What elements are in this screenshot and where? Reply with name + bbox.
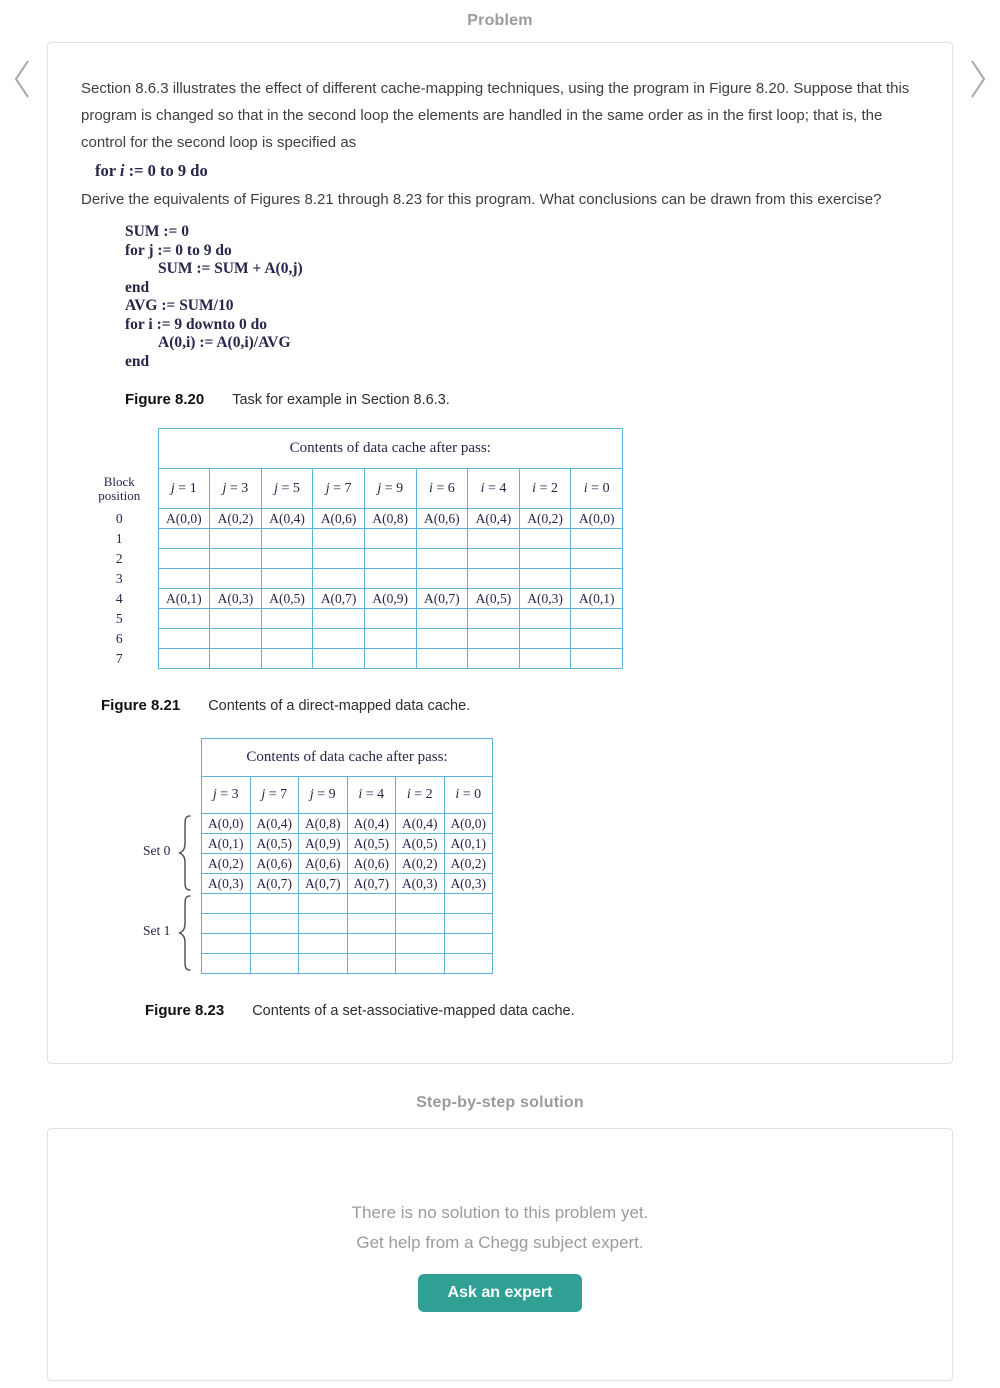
- table-cell: [347, 934, 396, 954]
- table-cell: A(0,3): [396, 874, 445, 894]
- table-cell: A(0,7): [347, 874, 396, 894]
- table-cell: A(0,5): [396, 834, 445, 854]
- table-cell: [519, 569, 571, 589]
- block-position-label: 1: [115, 530, 123, 546]
- solution-card: [47, 1128, 953, 1381]
- row-header-label: Block position: [98, 473, 141, 503]
- table-cell: [468, 569, 520, 589]
- block-position-label: 0: [115, 510, 123, 526]
- table-cell: [444, 934, 493, 954]
- table-cell: A(0,6): [347, 854, 396, 874]
- table-cell: A(0,7): [250, 874, 299, 894]
- table-cell: [210, 649, 262, 669]
- ask-expert-button[interactable]: Ask an expert: [418, 1274, 583, 1312]
- table-cell: [261, 549, 313, 569]
- table-cell: [250, 894, 299, 914]
- table-cell: [313, 649, 365, 669]
- table-cell: A(0,0): [571, 509, 623, 529]
- solution-heading: Step-by-step solution: [416, 1094, 584, 1111]
- table-cell: A(0,7): [313, 589, 365, 609]
- figure-821-caption: [101, 697, 919, 714]
- table-cell: [416, 549, 468, 569]
- table-cell: [250, 954, 299, 974]
- table-cell: A(0,6): [250, 854, 299, 874]
- no-solution-text: There is no solution to this problem yet.: [351, 1202, 649, 1222]
- table-cell: [313, 569, 365, 589]
- loop-pre: for: [95, 161, 120, 180]
- set-1-label: Set 1: [143, 923, 171, 938]
- table-cell: [468, 629, 520, 649]
- table-cell: [468, 609, 520, 629]
- table-cell: A(0,3): [202, 874, 251, 894]
- table-cell: [261, 649, 313, 669]
- table-cell: [364, 629, 416, 649]
- table-cell: A(0,0): [158, 509, 210, 529]
- table-cell: A(0,3): [444, 874, 493, 894]
- table-cell: [364, 609, 416, 629]
- table-cell: A(0,8): [364, 509, 416, 529]
- table-cell: [519, 649, 571, 669]
- table-cell: [210, 629, 262, 649]
- column-header: j = 5: [261, 469, 313, 509]
- code-line: SUM := SUM + A(0,j): [158, 260, 303, 277]
- table-cell: [210, 529, 262, 549]
- table-cell: [158, 529, 210, 549]
- table-cell: [347, 914, 396, 934]
- chevron-left-icon: [9, 56, 35, 102]
- table-cell: [202, 934, 251, 954]
- table-cell: A(0,9): [299, 834, 348, 854]
- table-cell: [519, 549, 571, 569]
- table-cell: [396, 894, 445, 914]
- table-cell: [416, 529, 468, 549]
- column-header: i = 0: [444, 777, 493, 814]
- table-cell: A(0,2): [519, 509, 571, 529]
- table-cell: [158, 649, 210, 669]
- table-cell: [347, 894, 396, 914]
- column-header: i = 2: [519, 469, 571, 509]
- loop-variable: i: [119, 161, 125, 180]
- corner-spacer: [81, 429, 158, 469]
- table-cell: [468, 549, 520, 569]
- column-header: i = 4: [468, 469, 520, 509]
- chevron-right-icon: [965, 56, 991, 102]
- column-header: j = 9: [364, 469, 416, 509]
- code-line: end: [125, 352, 150, 370]
- set-0-label: Set 0: [143, 843, 171, 858]
- table-cell: [158, 609, 210, 629]
- column-header: i = 4: [347, 777, 396, 814]
- table-cell: [250, 914, 299, 934]
- block-position-label: 5: [115, 610, 123, 626]
- table-cell: [416, 609, 468, 629]
- column-header: j = 3: [210, 469, 262, 509]
- program-code: [125, 223, 919, 371]
- table-cell: [571, 549, 623, 569]
- next-problem-button[interactable]: [965, 56, 991, 102]
- code-line: SUM := 0: [125, 223, 189, 240]
- table-cell: A(0,1): [158, 589, 210, 609]
- table-cell: [416, 649, 468, 669]
- table-cell: [313, 529, 365, 549]
- table-cell: [347, 954, 396, 974]
- table-cell: [210, 569, 262, 589]
- table-cell: [416, 629, 468, 649]
- block-position-label: 7: [115, 650, 123, 666]
- table-cell: [299, 954, 348, 974]
- table-cell: [313, 629, 365, 649]
- table-cell: [202, 894, 251, 914]
- figure-821-table: [81, 428, 623, 669]
- table-cell: [444, 914, 493, 934]
- table-cell: A(0,6): [299, 854, 348, 874]
- table-cell: A(0,2): [396, 854, 445, 874]
- table-cell: A(0,3): [519, 589, 571, 609]
- table-title: Contents of data cache after pass:: [158, 429, 623, 469]
- column-header: j = 3: [202, 777, 251, 814]
- table-cell: [468, 649, 520, 669]
- table-cell: [158, 629, 210, 649]
- loop-control-line: [95, 159, 919, 183]
- column-header: j = 7: [250, 777, 299, 814]
- column-header: i = 6: [416, 469, 468, 509]
- table-cell: [261, 569, 313, 589]
- problem-card: [47, 42, 953, 1064]
- figure-823-caption: [145, 1002, 919, 1019]
- table-cell: [396, 954, 445, 974]
- table-cell: A(0,2): [210, 509, 262, 529]
- table-cell: [519, 629, 571, 649]
- table-cell: A(0,4): [396, 814, 445, 834]
- table-cell: A(0,0): [202, 814, 251, 834]
- table-cell: [261, 609, 313, 629]
- table-cell: A(0,1): [444, 834, 493, 854]
- table-cell: A(0,6): [313, 509, 365, 529]
- table-cell: A(0,7): [299, 874, 348, 894]
- column-header: j = 9: [299, 777, 348, 814]
- column-header: j = 1: [158, 469, 210, 509]
- table-cell: [571, 649, 623, 669]
- code-line: for i := 9 downto 0 do: [125, 315, 268, 333]
- figure-820-label: Figure 8.20: [125, 391, 205, 408]
- table-cell: A(0,6): [416, 509, 468, 529]
- table-cell: A(0,8): [299, 814, 348, 834]
- problem-statement: Section 8.6.3 illustrates the effect of different cache-mapping techniques, using the program in Figure 8.20. Suppose that this program is changed so that in the second loop the elements are handled in the same order as in the first loop; that is, the control for the second loop is specified as: [81, 80, 910, 151]
- table-cell: [261, 529, 313, 549]
- figure-823-caption-text: Contents of a set-associative-mapped data cache.: [252, 1003, 575, 1019]
- figure-821-label: Figure 8.21: [101, 697, 181, 714]
- table-title: Contents of data cache after pass:: [202, 739, 493, 777]
- page-title: Problem: [467, 12, 533, 29]
- column-header: i = 2: [396, 777, 445, 814]
- table-cell: [202, 914, 251, 934]
- table-cell: A(0,4): [468, 509, 520, 529]
- table-cell: [396, 934, 445, 954]
- table-cell: [396, 914, 445, 934]
- table-cell: [571, 529, 623, 549]
- table-cell: [313, 549, 365, 569]
- figure-823-figure: [143, 738, 493, 974]
- column-header: i = 0: [571, 469, 623, 509]
- code-line: AVG := SUM/10: [125, 297, 234, 314]
- table-cell: [299, 934, 348, 954]
- table-cell: [158, 569, 210, 589]
- table-cell: [571, 629, 623, 649]
- figure-823-label: Figure 8.23: [145, 1002, 225, 1019]
- table-cell: [364, 529, 416, 549]
- table-cell: [210, 549, 262, 569]
- table-cell: [299, 914, 348, 934]
- table-cell: A(0,4): [250, 814, 299, 834]
- figure-820-caption: [125, 391, 919, 408]
- table-cell: [571, 609, 623, 629]
- table-cell: [250, 934, 299, 954]
- table-cell: A(0,4): [347, 814, 396, 834]
- table-cell: [571, 569, 623, 589]
- column-header: j = 7: [313, 469, 365, 509]
- table-cell: [444, 954, 493, 974]
- problem-question: Derive the equivalents of Figures 8.21 through 8.23 for this program. What conclusions can be drawn from this exercise?: [81, 191, 882, 208]
- table-cell: [444, 894, 493, 914]
- expert-help-text: Get help from a Chegg subject expert.: [356, 1232, 644, 1252]
- prev-problem-button[interactable]: [9, 56, 35, 102]
- table-cell: A(0,4): [261, 509, 313, 529]
- table-cell: [261, 629, 313, 649]
- table-cell: A(0,9): [364, 589, 416, 609]
- table-cell: A(0,5): [468, 589, 520, 609]
- table-cell: A(0,7): [416, 589, 468, 609]
- table-cell: A(0,1): [202, 834, 251, 854]
- table-cell: A(0,1): [571, 589, 623, 609]
- table-cell: [364, 569, 416, 589]
- table-cell: [519, 529, 571, 549]
- table-cell: A(0,5): [250, 834, 299, 854]
- table-cell: [158, 549, 210, 569]
- table-cell: [468, 529, 520, 549]
- table-cell: A(0,2): [202, 854, 251, 874]
- figure-820-caption-text: Task for example in Section 8.6.3.: [232, 392, 450, 408]
- table-cell: [364, 649, 416, 669]
- table-cell: A(0,2): [444, 854, 493, 874]
- table-cell: [210, 609, 262, 629]
- code-line: end: [125, 278, 150, 296]
- loop-post: := 0 to 9 do: [124, 161, 208, 180]
- table-cell: [519, 609, 571, 629]
- table-cell: [202, 954, 251, 974]
- figure-823-table: [201, 738, 493, 974]
- code-line: A(0,i) := A(0,i)/AVG: [158, 334, 291, 351]
- figure-821-caption-text: Contents of a direct-mapped data cache.: [208, 698, 471, 714]
- table-cell: A(0,3): [210, 589, 262, 609]
- table-cell: A(0,5): [261, 589, 313, 609]
- block-position-label: 6: [115, 630, 123, 646]
- block-position-label: 4: [115, 590, 123, 606]
- block-position-label: 2: [115, 550, 123, 566]
- code-line: for j := 0 to 9 do: [125, 241, 232, 259]
- table-cell: [364, 549, 416, 569]
- table-cell: [299, 894, 348, 914]
- table-cell: A(0,5): [347, 834, 396, 854]
- table-cell: [313, 609, 365, 629]
- block-position-label: 3: [115, 570, 123, 586]
- table-cell: [416, 569, 468, 589]
- table-cell: A(0,0): [444, 814, 493, 834]
